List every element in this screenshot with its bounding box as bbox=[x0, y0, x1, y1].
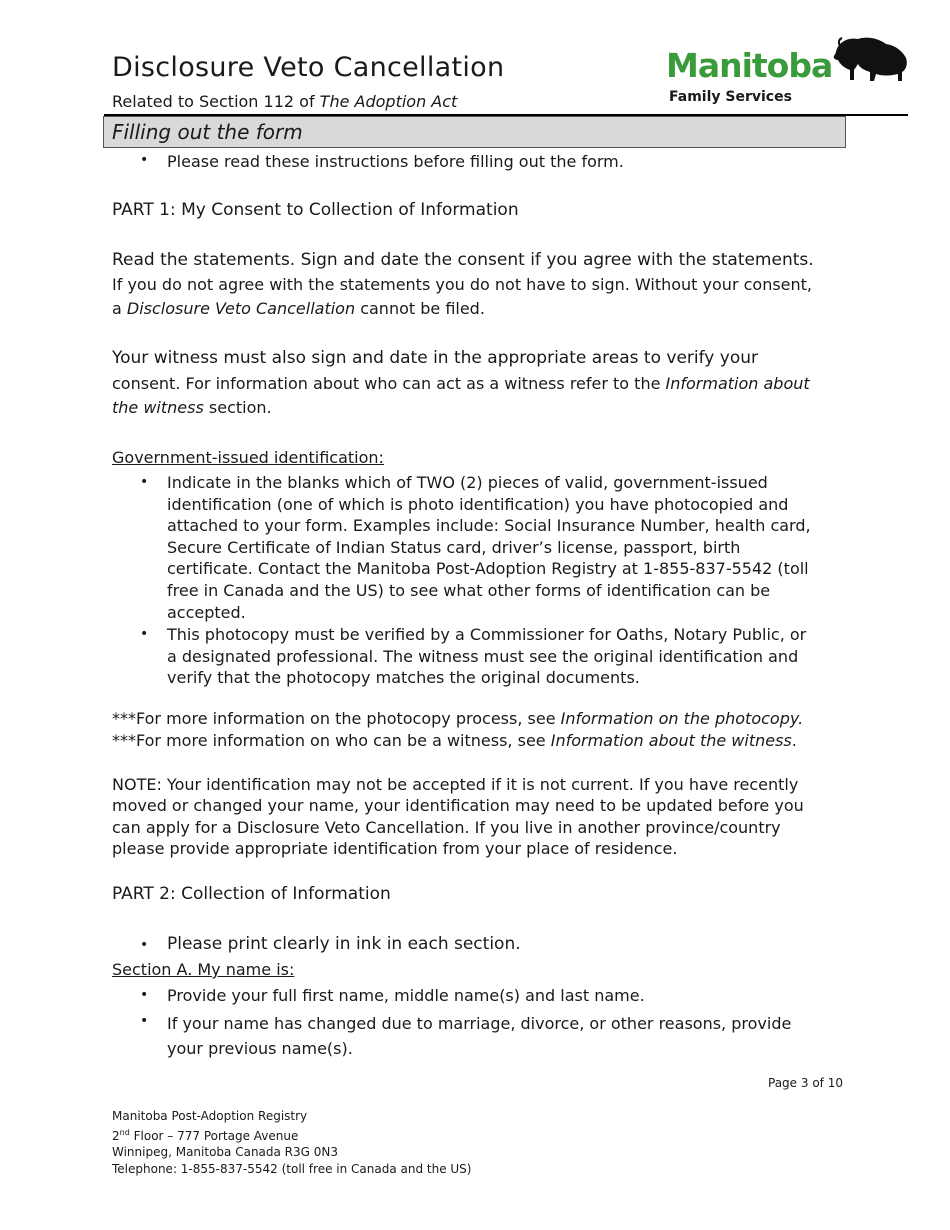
manitoba-logo bbox=[666, 34, 911, 110]
gov-id-heading: Government-issued identification: bbox=[112, 448, 384, 467]
witness-note: ***For more information on who can be a witness, see Information about the witness. bbox=[112, 731, 797, 750]
part1-para1-line3: a Disclosure Veto Cancellation cannot be filed. bbox=[112, 299, 485, 318]
logo-wordmark: Manitoba bbox=[666, 46, 833, 85]
section-a-bullet-1: Provide your full first name, middle name(s) and last name. bbox=[167, 986, 645, 1005]
bullet-icon: • bbox=[140, 474, 149, 490]
part1-para1-line1: Read the statements. Sign and date the consent if you agree with the statements. bbox=[112, 250, 814, 270]
part1-heading: PART 1: My Consent to Collection of Information bbox=[112, 200, 519, 220]
gov-id-bullet-1: Indicate in the blanks which of TWO (2) pieces of valid, government-issued identification (one of which is photo identification) you have photocopied and attached to your form. Examples include: Social Insurance Number, health card, Secure Certificate of Indian Status card, driver’s license, passport, birth certificate. Contact the Manitoba Post-Adoption Registry at 1-855-837-5542 (toll free in Canada and the US) to see what other forms of identification can be accepted. bbox=[167, 473, 811, 622]
gov-id-bullet-2: This photocopy must be verified by a Commissioner for Oaths, Notary Public, or a designated professional. The witness must see the original identification and verify that the photocopy matches the original documents. bbox=[167, 625, 807, 688]
part1-para2-line2: consent. For information about who can act as a witness refer to the Information about bbox=[112, 374, 810, 393]
part2-bullet: Please print clearly in ink in each section. bbox=[167, 934, 521, 954]
section-a-bullet-2: If your name has changed due to marriage, divorce, or other reasons, provide your previous name(s). bbox=[167, 1014, 792, 1058]
section-bar bbox=[103, 116, 846, 148]
logo-subtitle: Family Services bbox=[669, 89, 792, 105]
section-bar-title: Filling out the form bbox=[112, 120, 303, 144]
bison-icon bbox=[832, 34, 910, 84]
section-a-heading: Section A. My name is: bbox=[112, 960, 295, 979]
bullet-icon: • bbox=[140, 1013, 149, 1029]
photocopy-note: ***For more information on the photocopy process, see Information on the photocopy. bbox=[112, 709, 804, 728]
page-title: Disclosure Veto Cancellation bbox=[112, 52, 505, 83]
bullet-icon: • bbox=[140, 626, 149, 642]
part1-para1-line2: If you do not agree with the statements you do not have to sign. Without your consent, bbox=[112, 275, 813, 294]
footer-address: Manitoba Post-Adoption Registry 2nd Floor – 777 Portage Avenue Winnipeg, Manitoba Canada R3G 0N3 Telephone: 1-855-837-5542 (toll free in Canada and the US) bbox=[112, 1109, 472, 1176]
page-subtitle: Related to Section 112 of The Adoption Act bbox=[112, 92, 458, 111]
bullet-icon: • bbox=[140, 987, 149, 1003]
part1-para2-line1: Your witness must also sign and date in the appropriate areas to verify your bbox=[112, 348, 758, 368]
part2-heading: PART 2: Collection of Information bbox=[112, 884, 391, 904]
page-number: Page 3 of 10 bbox=[768, 1076, 843, 1090]
note-paragraph: NOTE: Your identification may not be accepted if it is not current. If you have recently moved or changed your name, your identification may need to be updated before you can apply for a Disclosure Veto Cancellation. If you live in another province/country please provide appropriate identification from your place of residence. bbox=[112, 775, 804, 858]
part1-para2-line3: the witness section. bbox=[112, 398, 272, 417]
intro-bullet: Please read these instructions before filling out the form. bbox=[167, 152, 624, 171]
bullet-icon: • bbox=[140, 152, 149, 168]
bullet-icon: • bbox=[140, 937, 149, 953]
